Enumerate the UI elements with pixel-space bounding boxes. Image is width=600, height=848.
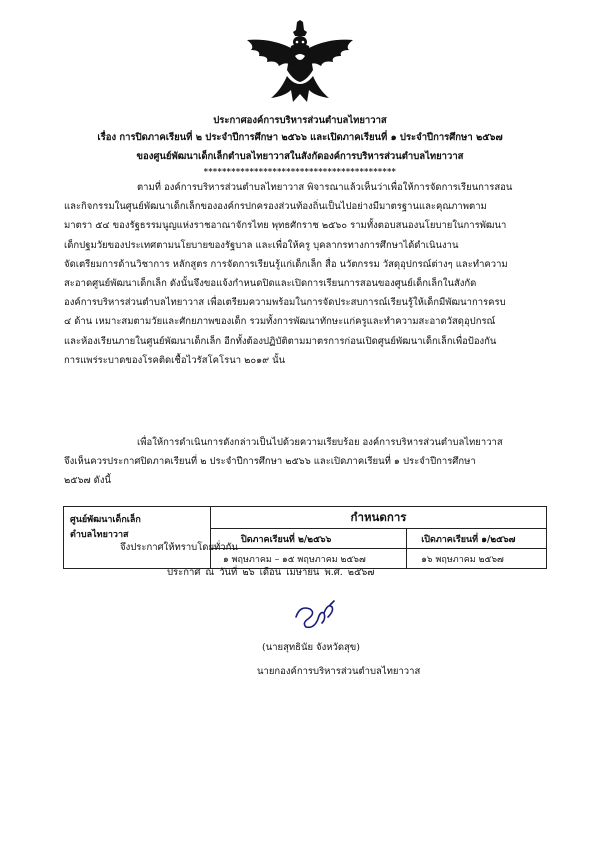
paragraph-line: และกิจกรรมในศูนย์พัฒนาเด็กเล็กขององค์กรปกครองส่วนท้องถิ่นเป็นไปอย่างมีมาตรฐานและคุณภาพตาม xyxy=(64,201,487,213)
paragraph-line: มาตรา ๕๔ ของรัฐธรรมนูญแห่งราชอาณาจักรไทย พุทธศักราช ๒๕๖๐ รามทั้งตอบสนองนโยบายในการพัฒนา xyxy=(64,220,507,232)
paragraph-line: และห้องเรียนภายในศูนย์พัฒนาเด็กเล็ก อีกทั้งต้องปฏิบัติตามมาตรการก่อนเปิดศูนย์พัฒนาเด็กเล็กเพื่อป้องกัน xyxy=(64,335,497,347)
paragraph-line: สะอาดศูนย์พัฒนาเด็กเล็ก ดังนั้นจึงขอแจ้งกำหนดปิดและเปิดการเรียนการสอนของศูนย์เด็กเล็กในสังกัด xyxy=(64,278,477,290)
paragraph-line: เพื่อให้การดำเนินการดังกล่าวเป็นไปด้วยความเรียบร้อย องค์การบริหารส่วนตำบลไทยาวาส xyxy=(137,437,503,448)
garuda-emblem-icon xyxy=(241,20,359,104)
center-name-line2: ตำบลไทยาวาส xyxy=(70,530,129,540)
close-term-header: ปิดภาคเรียนที่ ๒/๒๕๖๖ xyxy=(211,529,407,549)
star-divider: ****************************************** xyxy=(203,166,397,176)
paragraph-line: เด็กปฐมวัยของประเทศตามนโยบายของรัฐบาล และเพื่อให้ครู บุคลากรทางการศึกษาได้ดำเนินงาน xyxy=(64,239,459,251)
signer-position: นายกองค์การบริหารส่วนตำบลไทยาวาส xyxy=(257,666,421,677)
center-name-line1: ศูนย์พัฒนาเด็กเล็ก xyxy=(70,515,141,525)
paragraph-line: การแพร่ระบาดของโรคติดเชื้อไวรัสโคโรนา ๒๐๑๙ นั้น xyxy=(64,354,286,366)
paragraph-line: จัดเตรียมการด้านวิชาการ หลักสูตร การจัดการเรียนรู้แก่เด็กเล็ก สื่อ นวัตกรรม วัสดุอุปกรณ์ต่างๆ และทำความ xyxy=(64,258,508,270)
paragraph-line: ๒๕๖๗ ดังนี้ xyxy=(64,475,111,487)
signature-icon xyxy=(290,599,340,633)
close-term-dates: ๑ พฤษภาคม – ๑๕ พฤษภาคม ๒๕๖๗ xyxy=(211,549,407,569)
paragraph-line: จึงเห็นควรประกาศปิดภาคเรียนที่ ๒ ประจำปีการศึกษา ๒๕๖๖ และเปิดภาคเรียนที่ ๑ ประจำปีการศึกษา xyxy=(64,456,476,468)
announcement-title: ประกาศองค์การบริหารส่วนตำบลไทยาวาส xyxy=(213,115,387,126)
paragraph-line: องค์การบริหารส่วนตำบลไทยาวาส เพื่อเตรียมความพร้อมในการจัดประสบการณ์เรียนรู้ให้เด็กมีพัฒนาการครบ xyxy=(64,297,506,309)
schedule-table xyxy=(63,506,547,569)
signer-name: (นายสุทธินัย จังหวัดสุข) xyxy=(262,642,361,653)
paragraph-line: ๔ ด้าน เหมาะสมตามวัยและศักยภาพของเด็ก รวมทั้งการพัฒนาทักษะแก่ครูและทำความสะอาดวัสดุอุปกรณ์ xyxy=(64,316,496,328)
closing-statement: จึงประกาศให้ทราบโดยทั่วกัน xyxy=(120,542,238,553)
center-name-cell xyxy=(64,507,211,569)
body-paragraph-1 xyxy=(64,178,548,370)
announcement-subject-line2: ของศูนย์พัฒนาเด็กเล็กตำบลไทยาวาสในสังกัดองค์การบริหารส่วนตำบลไทยาวาส xyxy=(136,151,464,162)
paragraph-line: ตามที่ องค์การบริหารส่วนตำบลไทยาวาส พิจารณาแล้วเห็นว่าเพื่อให้การจัดการเรียนการสอน xyxy=(137,182,513,193)
announcement-date: ประกาศ ณ วันที่ ๒๖ เดือน เมษายน พ.ศ. ๒๕๖๗ xyxy=(167,567,375,578)
schedule-header: กำหนดการ xyxy=(211,507,547,529)
open-term-date: ๑๖ พฤษภาคม ๒๕๖๗ xyxy=(407,549,547,569)
announcement-subject: เรื่อง การปิดภาคเรียนที่ ๒ ประจำปีการศึกษา ๒๕๖๖ และเปิดภาคเรียนที่ ๑ ประจำปีการศึกษา ๒๕๖๗ xyxy=(97,132,503,143)
body-paragraph-2 xyxy=(64,433,548,491)
open-term-header: เปิดภาคเรียนที่ ๑/๒๕๖๗ xyxy=(407,529,547,549)
